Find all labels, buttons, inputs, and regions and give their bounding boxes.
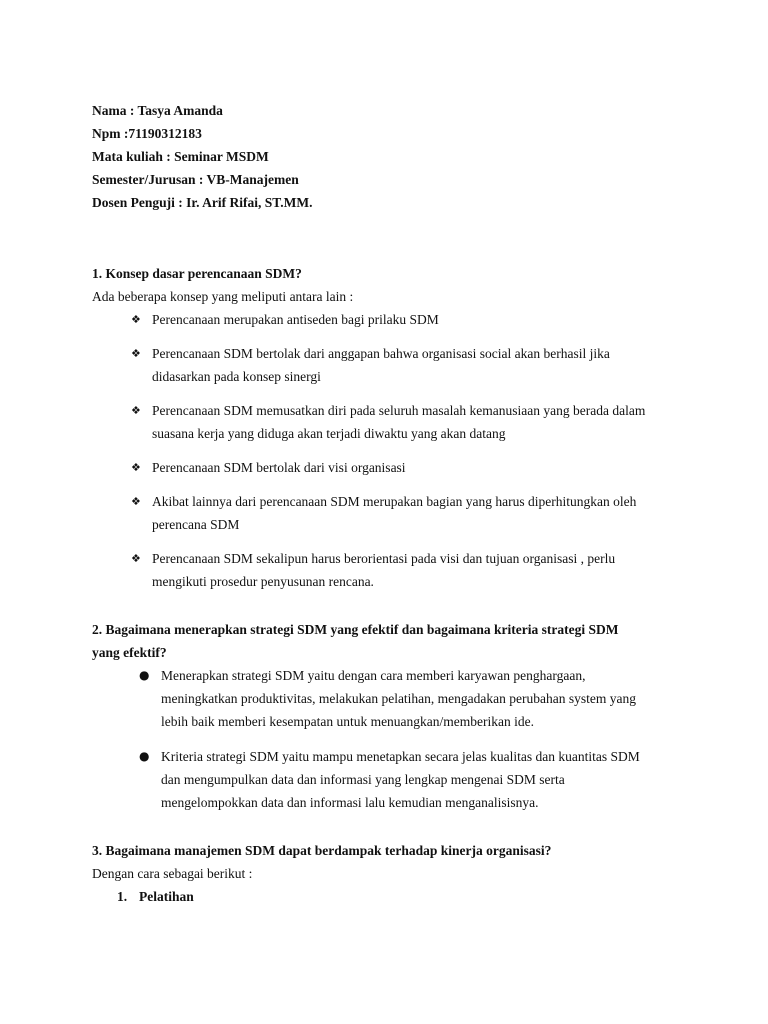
list-item-text: Perencanaan SDM bertolak dari visi organisasi	[152, 460, 406, 475]
header-npm: Npm :71190312183	[92, 126, 202, 141]
q2-title-continued: yang efektif?	[92, 645, 167, 660]
list-item-text-continued: meningkatkan produktivitas, melakukan pelatihan, mengadakan perubahan system yang	[161, 691, 636, 706]
diamond-bullet-icon: ❖	[131, 313, 141, 326]
diamond-bullet-icon: ❖	[131, 495, 141, 508]
header-semester: Semester/Jurusan : VB-Manajemen	[92, 172, 299, 187]
list-item-text: Perencanaan SDM bertolak dari anggapan bahwa organisasi social akan berhasil jika	[152, 346, 610, 361]
header-dosen: Dosen Penguji : Ir. Arif Rifai, ST.MM.	[92, 195, 313, 210]
list-item-text: Kriteria strategi SDM yaitu mampu menetapkan secara jelas kualitas dan kuantitas SDM	[161, 749, 640, 764]
header-nama: Nama : Tasya Amanda	[92, 103, 223, 118]
list-item-text-continued: perencana SDM	[152, 517, 240, 532]
list-item-text-continued: mengikuti prosedur penyusunan rencana.	[152, 574, 374, 589]
list-item-text: Perencanaan merupakan antiseden bagi prilaku SDM	[152, 312, 439, 327]
q1-intro: Ada beberapa konsep yang meliputi antara lain :	[92, 289, 354, 304]
q1-title: 1. Konsep dasar perencanaan SDM?	[92, 266, 302, 281]
list-item-text: Menerapkan strategi SDM yaitu dengan cara memberi karyawan penghargaan,	[161, 668, 586, 683]
q3-title: 3. Bagaimana manajemen SDM dapat berdampak terhadap kinerja organisasi?	[92, 843, 552, 858]
list-item-text: Pelatihan	[139, 889, 194, 904]
dot-bullet-icon: ●	[139, 749, 150, 763]
diamond-bullet-icon: ❖	[131, 552, 141, 565]
header-mata-kuliah: Mata kuliah : Seminar MSDM	[92, 149, 269, 164]
diamond-bullet-icon: ❖	[131, 347, 141, 360]
diamond-bullet-icon: ❖	[131, 404, 141, 417]
list-item-text-continued: didasarkan pada konsep sinergi	[152, 369, 321, 384]
q2-title: 2. Bagaimana menerapkan strategi SDM yang efektif dan bagaimana kriteria strategi SDM	[92, 622, 619, 637]
list-item-text: Akibat lainnya dari perencanaan SDM merupakan bagian yang harus diperhitungkan oleh	[152, 494, 637, 509]
list-item-text-continued: suasana kerja yang diduga akan terjadi diwaktu yang akan datang	[152, 426, 506, 441]
list-item-text: Perencanaan SDM memusatkan diri pada seluruh masalah kemanusiaan yang berada dalam	[152, 403, 646, 418]
list-item-text-continued: dan mengumpulkan data dan informasi yang lengkap mengenai SDM serta	[161, 772, 565, 787]
diamond-bullet-icon: ❖	[131, 461, 141, 474]
list-item-text-continued: lebih baik memberi kesempatan untuk menuangkan/memberikan ide.	[161, 714, 535, 729]
q3-intro: Dengan cara sebagai berikut :	[92, 866, 253, 881]
dot-bullet-icon: ●	[139, 668, 150, 682]
list-item-text: Perencanaan SDM sekalipun harus berorientasi pada visi dan tujuan organisasi , perlu	[152, 551, 616, 566]
list-item-number: 1.	[117, 889, 128, 904]
list-item-text-continued: mengelompokkan data dan informasi lalu kemudian menganalisisnya.	[161, 795, 539, 810]
